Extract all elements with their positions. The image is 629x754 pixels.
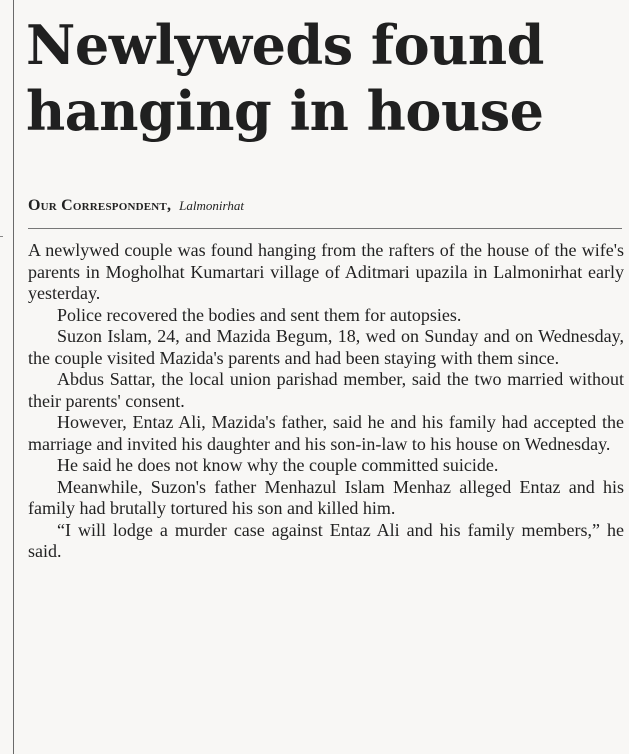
column-divider	[13, 0, 14, 754]
byline-correspondent: Our Correspondent,	[28, 197, 172, 214]
paragraph: A newlywed couple was found hanging from the rafters of the house of the wife's parents in Mogholhat Kumartari village of Aditmari upazila in Lalmonirhat early yesterday.	[28, 240, 624, 303]
paragraph: Meanwhile, Suzon's father Menhazul Islam Menhaz alleged Entaz and his family had brutally tortured his son and killed him.	[28, 476, 624, 518]
paragraph: He said he does not know why the couple committed suicide.	[57, 455, 499, 475]
headline-line-1: Newlyweds found	[26, 13, 544, 77]
paragraph: “I will lodge a murder case against Entaz Ali and his family members,” he said.	[28, 519, 624, 561]
byline-location: Lalmonirhat	[179, 198, 244, 213]
paragraph: Suzon Islam, 24, and Mazida Begum, 18, wed on Sunday and on Wednesday, the couple visited Mazida's parents and had been staying with them since.	[28, 326, 624, 368]
headline-line-2: hanging in house	[26, 79, 544, 143]
headline	[26, 12, 626, 144]
paragraph: Police recovered the bodies and sent them for autopsies.	[57, 304, 462, 325]
byline	[28, 197, 244, 215]
paragraph: Abdus Sattar, the local union parishad member, said the two married without their parents' consent.	[28, 369, 624, 411]
byline-divider	[28, 228, 622, 229]
paragraph: However, Entaz Ali, Mazida's father, said he and his family had accepted the marriage and invited his daughter and his son-in-law to his house on Wednesday.	[28, 412, 624, 454]
margin-tick	[0, 236, 3, 237]
article-body	[28, 240, 624, 563]
